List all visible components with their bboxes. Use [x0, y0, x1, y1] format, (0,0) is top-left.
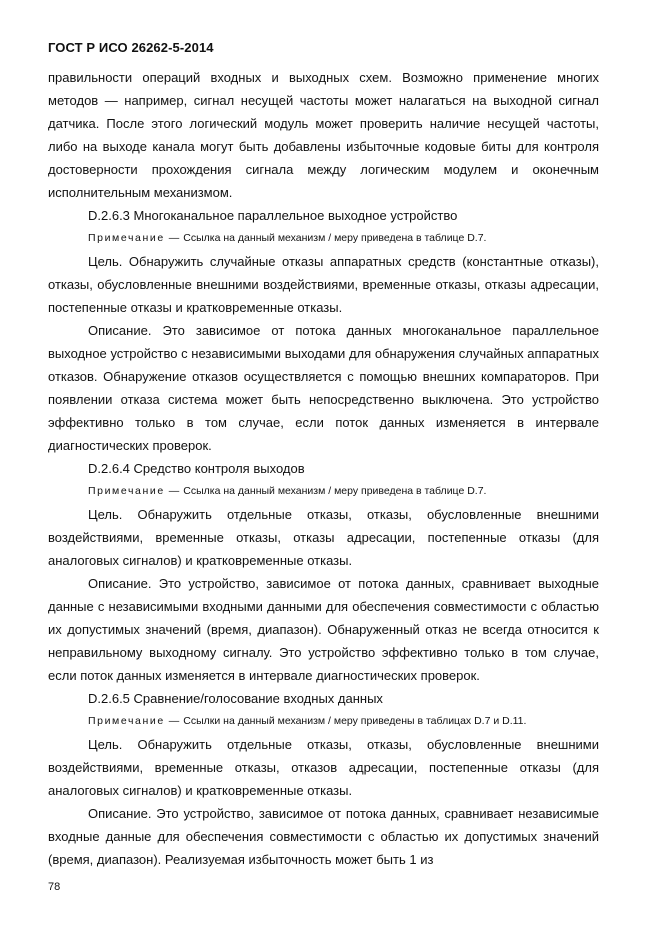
section-heading: D.2.6.4 Средство контроля выходов [88, 461, 305, 476]
note-label: Примечание [88, 715, 165, 727]
description-paragraph: Описание. Это устройство, зависимое от потока данных, сравнивает независимые входные данные для обеспечения совместимости с областью их допустимых значений (время, диапазон). Реализуемая избыточность может быть 1 из [48, 806, 599, 867]
section-heading: D.2.6.5 Сравнение/голосование входных данных [88, 691, 383, 706]
note-dash: — [168, 485, 180, 497]
note-dash: — [168, 232, 180, 244]
note [48, 227, 599, 250]
note-text: Ссылки на данный механизм / меру приведены в таблицах D.7 и D.11. [183, 715, 527, 727]
goal-paragraph: Цель. Обнаружить отдельные отказы, отказы, обусловленные внешними воздействиями, временные отказы, отказов адресации, постепенные отказы (для аналоговых сигналов) и кратковременные отказы. [48, 737, 599, 798]
section-d-2-6-4 [48, 457, 599, 687]
section-d-2-6-3 [48, 204, 599, 457]
description-paragraph: Описание. Это зависимое от потока данных многоканальное параллельное выходное устройство с независимыми выходами для обнаружения случайных аппаратных отказов. Обнаружение отказов осуществляется с помощью внешних компараторов. При появлении отказа система может быть непосредственно выключена. Это устройство эффективно только в том случае, если поток данных изменяется в интервале диагностических проверок. [48, 323, 599, 453]
note-text: Ссылка на данный механизм / меру приведена в таблице D.7. [183, 232, 487, 244]
section-heading: D.2.6.3 Многоканальное параллельное выходное устройство [88, 208, 458, 223]
description-paragraph: Описание. Это устройство, зависимое от потока данных, сравнивает выходные данные с независимыми входными данными для обеспечения совместимости с областью их допустимых значений (время, диапазон). Обнаруженный отказ не всегда относится к неправильному выходному сигналу. Это устройство эффективно только в том случае, если поток данных изменяется в интервале диагностических проверок. [48, 576, 599, 683]
goal-paragraph: Цель. Обнаружить случайные отказы аппаратных средств (константные отказы), отказы, обусловленные внешними воздействиями, временные отказы, отказы адресации, постепенные отказы и кратковременные отказы. [48, 254, 599, 315]
document-body [48, 66, 599, 871]
page-number: 78 [48, 881, 61, 893]
document-header-title: ГОСТ Р ИСО 26262-5-2014 [48, 40, 214, 55]
section-d-2-6-5 [48, 687, 599, 871]
goal-paragraph: Цель. Обнаружить отдельные отказы, отказы, обусловленные внешними воздействиями, временные отказы, отказы адресации, постепенные отказы (для аналоговых сигналов) и кратковременные отказы. [48, 507, 599, 568]
note-dash: — [168, 715, 180, 727]
intro-paragraph: правильности операций входных и выходных схем. Возможно применение многих методов — например, сигнал несущей частоты может налагаться на выходной сигнал датчика. После этого логический модуль может проверить наличие несущей частоты, либо на выходе канала могут быть добавлены избыточные кодовые биты для контроля достоверности прохождения сигнала между логическим модулем и оконечным исполнительным механизмом. [48, 70, 599, 200]
note [48, 710, 599, 733]
note-label: Примечание [88, 232, 165, 244]
note-text: Ссылка на данный механизм / меру приведена в таблице D.7. [183, 485, 487, 497]
note-label: Примечание [88, 485, 165, 497]
note [48, 480, 599, 503]
